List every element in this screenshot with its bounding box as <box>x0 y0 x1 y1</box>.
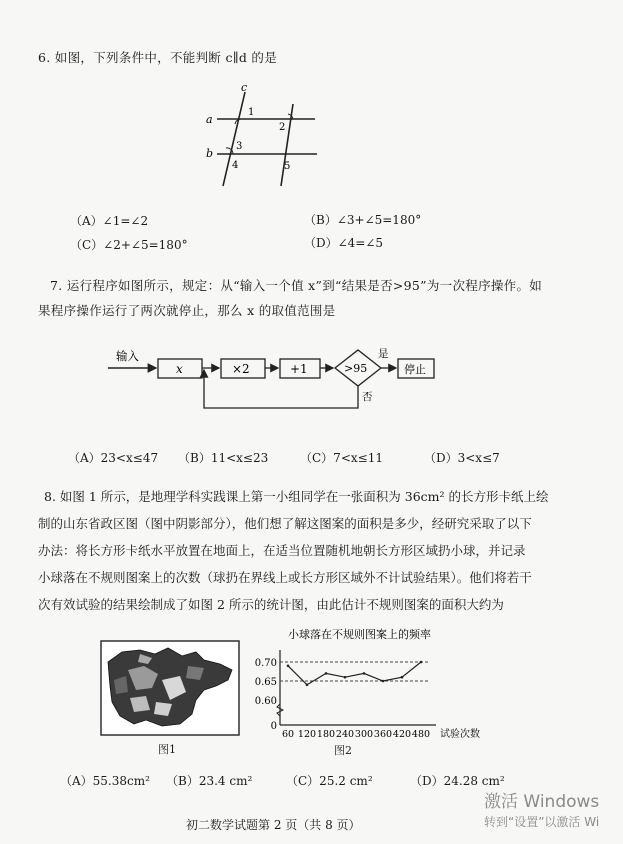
q8-option-c: （C）25.2 cm² <box>286 774 373 788</box>
q7-option-c: （C）7<x≤11 <box>300 451 383 465</box>
chart-x-tick-label: 360 <box>373 729 393 740</box>
q6-parallel-lines-figure <box>195 82 335 192</box>
chart-x-tick-label: 240 <box>335 729 355 740</box>
chart-data-point <box>287 665 290 668</box>
q6-option-a: （A）∠1=∠2 <box>70 214 149 228</box>
chart-data-point <box>325 672 328 675</box>
chart-data-point <box>382 680 385 683</box>
q8-option-b: （B）23.4 cm² <box>166 774 253 788</box>
flow-input-label: 输入 <box>116 349 139 363</box>
chart-x-tick-label: 180 <box>316 729 336 740</box>
q8-text-line5: 次有效试验的结果绘制成了如图 2 所示的统计图，由此估计不规则图案的面积大约为 <box>38 597 504 612</box>
chart-y-tick-label: 0 <box>270 721 277 732</box>
q6-option-b: （B）∠3+∠5=180° <box>304 213 422 227</box>
q8-option-d: （D）24.28 cm² <box>410 774 505 788</box>
label-2: 2 <box>279 122 286 133</box>
chart-data-point <box>420 661 423 664</box>
chart-x-tick-label: 300 <box>354 729 374 740</box>
label-a: a <box>206 113 213 126</box>
q8-text <box>38 483 578 618</box>
chart-data-point <box>344 676 347 679</box>
label-5: 5 <box>284 161 291 172</box>
q8-figure2-caption: 图2 <box>334 744 352 757</box>
chart-title: 小球落在不规则图案上的频率 <box>288 628 431 641</box>
q8-option-a: （A）55.38cm² <box>60 774 150 788</box>
q6-title: 6. 如图，下列条件中，不能判断 c∥d 的是 <box>38 50 278 65</box>
chart-data-point <box>363 672 366 675</box>
chart-y-tick-label: 0.60 <box>254 696 277 707</box>
q6-option-c: （C）∠2+∠5=180° <box>70 238 188 252</box>
chart-x-axis-label: 试验次数 <box>440 729 480 740</box>
q6-option-d: （D）∠4=∠5 <box>304 236 384 250</box>
flow-box-mul-label: ×2 <box>232 362 250 376</box>
q7-option-d: （D）3<x≤7 <box>424 451 500 465</box>
label-4: 4 <box>232 160 239 171</box>
q7-text-line2: 果程序操作运行了两次就停止，那么 x 的取值范围是 <box>38 303 336 318</box>
chart-x-tick-label: 480 <box>411 729 431 740</box>
q7-text-line1: 7. 运行程序如图所示，规定：从“输入一个值 x”到“结果是否>95”为一次程序操作。如 <box>50 278 543 293</box>
q8-text-line3: 办法：将长方形卡纸水平放置在地面上，在适当位置随机地朝长方形区域扔小球，并记录 <box>38 543 526 558</box>
label-b: b <box>206 147 214 160</box>
flow-box-add-label: +1 <box>290 362 308 376</box>
q8-text-line4: 小球落在不规则图案上的次数（球扔在界线上或长方形区域外不计试验结果）。他们将若干 <box>38 570 532 585</box>
flow-stop-label: 停止 <box>404 363 426 376</box>
page-footer: 初二数学试题第 2 页（共 8 页） <box>186 818 361 832</box>
flow-diamond-label: >95 <box>344 362 368 375</box>
label-3: 3 <box>236 141 243 152</box>
chart-x-tick-label: 120 <box>297 729 317 740</box>
windows-watermark-title: 激活 Windows <box>484 792 600 812</box>
label-1: 1 <box>248 107 255 118</box>
flow-no-label: 否 <box>362 391 373 403</box>
label-c: c <box>241 81 248 94</box>
chart-x-tick-label: 60 <box>281 729 295 740</box>
q8-figure1-map <box>100 640 240 736</box>
flow-yes-label: 是 <box>378 348 389 360</box>
chart-x-tick-label: 420 <box>392 729 412 740</box>
q7-option-a: （A）23<x≤47 <box>68 451 159 465</box>
q8-figure2-chart <box>254 626 480 744</box>
chart-data-point <box>401 676 404 679</box>
q8-text-line1: 8. 如图 1 所示，是地理学科实践课上第一小组同学在一张面积为 36cm² 的长方形卡纸上绘 <box>44 489 549 504</box>
q7-option-b: （B）11<x≤23 <box>178 451 269 465</box>
windows-watermark-subtitle: 转到“设置”以激活 Wi <box>484 815 600 829</box>
q8-figure1-caption: 图1 <box>158 743 176 756</box>
chart-y-tick-label: 0.65 <box>254 677 277 688</box>
q8-text-line2: 制的山东省政区图（图中阴影部分），他们想了解这图案的面积是多少，经研究采取了以下 <box>38 516 532 531</box>
q7-flowchart <box>108 340 448 415</box>
flow-box-x-label: x <box>176 362 183 376</box>
chart-data-point <box>306 684 309 687</box>
chart-y-tick-label: 0.70 <box>254 658 277 669</box>
